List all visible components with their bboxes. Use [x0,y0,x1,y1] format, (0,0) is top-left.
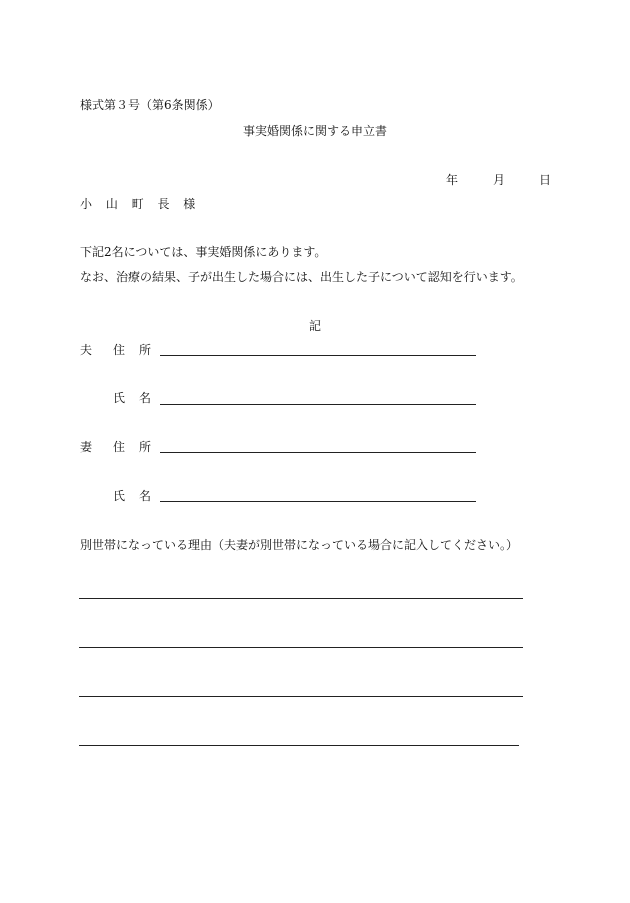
husband-name-label [113,391,151,405]
wife-address-field[interactable] [160,438,476,453]
body-text-line-1: 下記2名については、事実婚関係にあります。 [80,245,327,259]
wife-name-label-char-1: 氏 [113,489,126,503]
reason-line-4[interactable] [79,731,519,746]
husband-name-label-char-1: 氏 [113,391,126,405]
reason-line-3-value [79,682,83,696]
husband-address-label-char-1: 住 [113,343,126,357]
husband-role-label: 夫 [80,343,93,357]
addressee: 小 山 町 長 様 [80,197,198,211]
wife-address-value [160,438,164,452]
husband-name-value [160,390,164,404]
date-day-label: 日 [539,173,552,187]
husband-address-field[interactable] [160,341,476,356]
wife-role-label: 妻 [80,440,93,454]
ki-heading: 記 [308,319,321,333]
wife-address-label-char-1: 住 [113,440,126,454]
husband-address-value [160,341,164,355]
wife-name-label-char-2: 名 [139,489,152,503]
husband-address-label [113,343,151,357]
reason-line-2-value [79,633,83,647]
reason-line-3[interactable] [79,682,523,697]
wife-address-label-char-2: 所 [139,440,152,454]
husband-address-label-char-2: 所 [139,343,152,357]
form-number: 様式第３号（第6条関係） [80,98,220,112]
reason-line-2[interactable] [79,633,523,648]
wife-name-label [113,489,151,503]
body-text-line-2: なお、治療の結果、子が出生した場合には、出生した子について認知を行います。 [80,270,523,284]
date-month-label: 月 [493,173,506,187]
wife-address-label [113,440,151,454]
wife-name-value [160,487,164,501]
reason-line-1[interactable] [79,584,523,599]
reason-line-1-value [79,584,83,598]
wife-name-field[interactable] [160,487,476,502]
husband-name-field[interactable] [160,390,476,405]
husband-name-label-char-2: 名 [139,391,152,405]
reason-line-4-value [79,731,83,745]
document-title: 事実婚関係に関する申立書 [242,124,387,138]
date-year-label: 年 [446,173,459,187]
reason-label: 別世帯になっている理由（夫妻が別世帯になっている場合に記入してください。） [80,538,519,552]
